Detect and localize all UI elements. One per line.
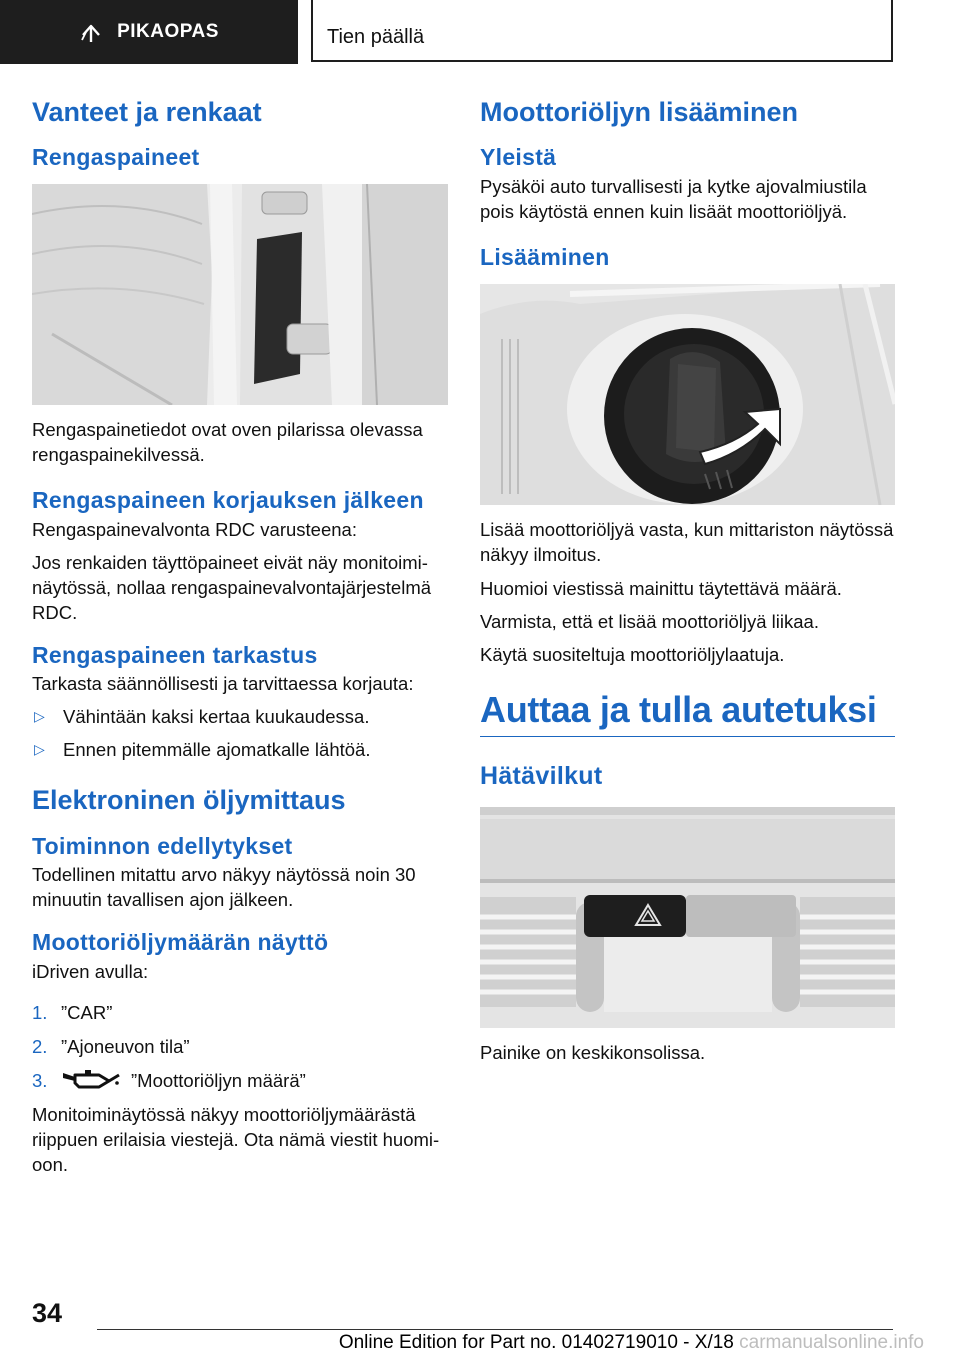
list-item	[32, 1034, 448, 1059]
rdc-text: Rengaspainevalvonta RDC varusteena:	[32, 518, 357, 540]
list-item-text: Vähintään kaksi kertaa kuukaudessa.	[63, 706, 370, 728]
adding-title: Lisääminen	[480, 243, 610, 270]
list-item	[32, 737, 448, 762]
left-column	[32, 96, 448, 1177]
check-title: Rengaspaineen tarkastus	[32, 641, 318, 668]
idrive-text: iDriven avulla:	[32, 960, 149, 982]
page-number: 34	[32, 1298, 63, 1328]
rims-title: Vanteet ja renkaat	[32, 97, 262, 127]
general-title: Yleistä	[480, 144, 557, 171]
hazard-button-figure	[480, 807, 895, 1028]
requirements-text: Todellinen mitattu arvo näkyy näytössä noin 30 minuutin tavallisen ajon jälkeen.	[32, 864, 416, 911]
step-number: 3.	[32, 1069, 48, 1091]
messages-text: Monitoiminäytössä näkyy moottoriöljymäärästä riippuen erilaisia viestejä. Ota nämä viestit huomioon.	[32, 1103, 440, 1175]
check-text: Tarkasta säännöllisesti ja tarvittaessa korjauta:	[32, 673, 414, 695]
add-text: Lisää moottoriöljyä vasta, kun mittariston näytössä näkyy ilmoitus.	[480, 518, 894, 565]
list-item-text: Ennen pitemmälle ajomatkalle lähtöä.	[63, 739, 371, 761]
oil-can-icon	[61, 1069, 121, 1091]
watermark-text: carmanualsonline.info	[739, 1332, 924, 1353]
idrive-steps	[32, 1000, 448, 1093]
overfill-text: Varmista, että et lisää moottoriöljyä liikaa.	[480, 610, 819, 632]
edition-text: Online Edition for Part no. 01402719010 - X/18	[338, 1332, 734, 1353]
general-text: Pysäköi auto turvallisesti ja kytke ajovalmiustila pois käytöstä ennen kuin lisäät moottoriöljyä.	[480, 175, 867, 222]
footer-divider	[97, 1329, 893, 1330]
footer-edition	[0, 1332, 960, 1354]
pressure-text: Rengaspainetiedot ovat oven pilarissa olevassa rengaspainekilvessä.	[32, 418, 423, 465]
requirements-title: Toiminnon edellytykset	[32, 832, 293, 859]
oil-measure-title: Elektroninen öljymittaus	[32, 785, 346, 816]
help-title-block	[480, 689, 895, 737]
help-title: Auttaa ja tulla autetuksi	[480, 688, 877, 730]
tab-pikaopas[interactable]	[0, 0, 298, 64]
header-tabs	[0, 0, 960, 66]
amount-text: Huomioi viestissä mainittu täytettävä määrä.	[480, 577, 842, 599]
list-item	[32, 1068, 448, 1093]
after-correction-title: Rengaspaineen korjauksen jälkeen	[32, 486, 424, 513]
pressure-title: Rengaspaineet	[32, 144, 200, 171]
door-pillar-figure	[32, 184, 448, 405]
right-column	[480, 96, 895, 1065]
grades-text: Käytä suositeltuja moottoriöljylaatuja.	[480, 643, 785, 665]
list-item	[32, 1000, 448, 1025]
oil-add-title: Moottoriöljyn lisääminen	[480, 97, 799, 127]
step-label: ”CAR”	[61, 1001, 113, 1023]
page-footer	[0, 1292, 960, 1362]
tab-tien-paalla-label: Tien päällä	[327, 26, 425, 48]
check-list	[32, 704, 448, 762]
step-number: 2.	[32, 1035, 48, 1057]
hazard-title: Hätävilkut	[480, 761, 603, 790]
triangle-bullet-icon: ▷	[34, 741, 45, 758]
step-label: ”Ajoneuvon tila”	[61, 1035, 190, 1057]
list-item	[32, 704, 448, 729]
oil-filler-figure	[480, 284, 895, 505]
step-label: ”Moottoriöljyn määrä”	[131, 1069, 306, 1091]
road-warning-icon	[79, 20, 103, 44]
tab-pikaopas-label: PIKAOPAS	[117, 21, 219, 42]
reset-text: Jos renkaiden täyttöpaineet eivät näy monitoiminäytössä, nollaa rengaspainevalvontajärjestelmä RDC.	[32, 551, 432, 623]
triangle-bullet-icon: ▷	[34, 708, 45, 725]
button-text: Painike on keskikonsolissa.	[480, 1041, 706, 1063]
tab-tien-paalla[interactable]	[311, 0, 893, 62]
step-number: 1.	[32, 1001, 48, 1023]
oil-display-title: Moottoriöljymäärän näyttö	[32, 929, 329, 956]
